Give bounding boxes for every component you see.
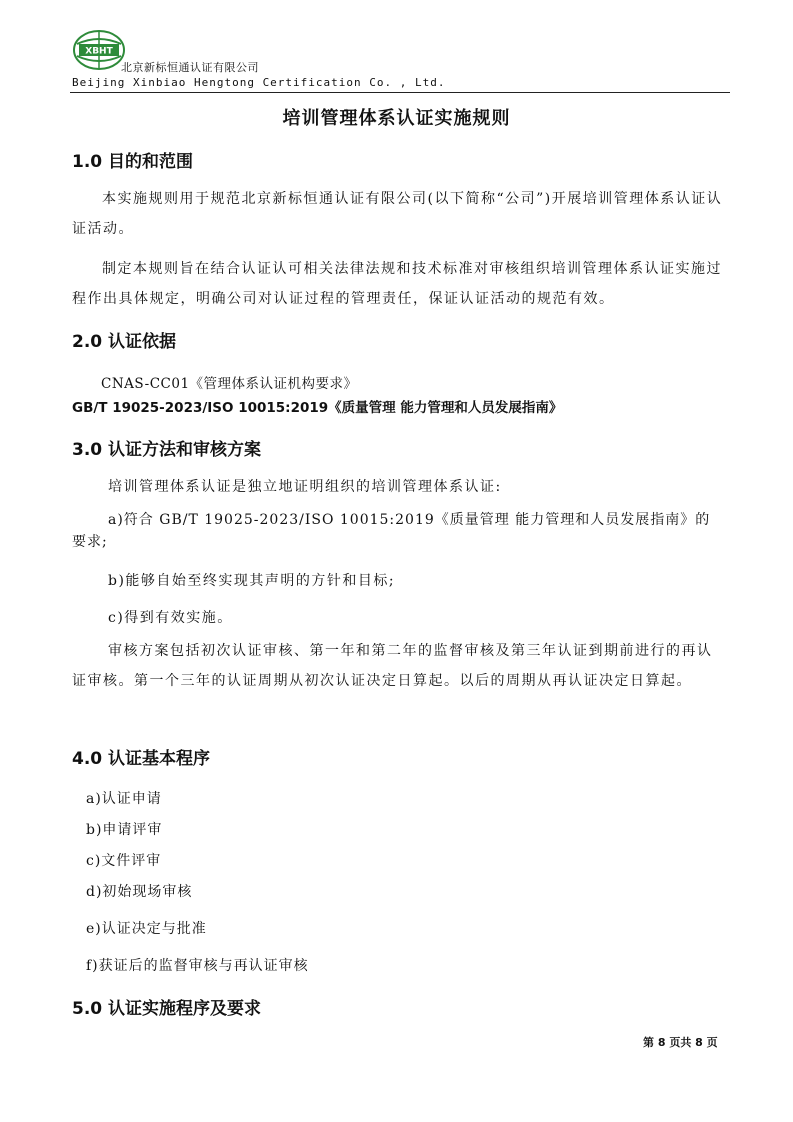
section-3-heading: 3.0 认证方法和审核方案: [72, 440, 262, 460]
section-1-paragraph-1: 本实施规则用于规范北京新标恒通认证有限公司(以下简称“公司”)开展培训管理体系认证认证活动。: [72, 191, 723, 237]
list-item: f)获证后的监督审核与再认证审核: [86, 958, 309, 974]
section-3-item-a: a)符合 GB/T 19025-2023/ISO 10015:2019《质量管理 能力管理和人员发展指南》的要求;: [72, 512, 711, 550]
list-item: c)文件评审: [86, 853, 162, 869]
list-item: e)认证决定与批准: [86, 921, 207, 937]
company-name-en: Beijing Xinbiao Hengtong Certification Co. , Ltd.: [72, 76, 446, 89]
header-divider: [70, 92, 730, 93]
logo-text: XBHT: [85, 46, 113, 57]
section-4-heading: 4.0 认证基本程序: [72, 749, 211, 769]
section-3-item-c: c)得到有效实施。: [108, 610, 233, 626]
reference-gbt: GB/T 19025-2023/ISO 10015:2019《质量管理 能力管理和人员发展指南》: [72, 400, 563, 416]
section-3-paragraph: 审核方案包括初次认证审核、第一年和第二年的监督审核及第三年认证到期前进行的再认证审核。第一个三年的认证周期从初次认证决定日算起。以后的周期从再认证决定日算起。: [72, 643, 713, 689]
list-item: b)申请评审: [86, 822, 163, 838]
list-item: a)认证申请: [86, 791, 162, 807]
document-title: 培训管理体系认证实施规则: [282, 108, 511, 129]
section-1-heading: 1.0 目的和范围: [72, 152, 194, 172]
page-number: 第 8 页共 8 页: [643, 1036, 718, 1049]
list-item: d)初始现场审核: [86, 884, 193, 900]
company-logo: [73, 30, 125, 70]
section-3-item-b: b)能够自始至终实现其声明的方针和目标;: [108, 573, 396, 589]
company-name-cn: 北京新标恒通认证有限公司: [121, 61, 259, 74]
section-2-heading: 2.0 认证依据: [72, 332, 177, 352]
reference-cnas: CNAS-CC01《管理体系认证机构要求》: [101, 376, 358, 392]
section-3-intro: 培训管理体系认证是独立地证明组织的培训管理体系认证:: [108, 479, 502, 495]
section-1-paragraph-2: 制定本规则旨在结合认证认可相关法律法规和技术标准对审核组织培训管理体系认证实施过程作出具体规定，明确公司对认证过程的管理责任，保证认证活动的规范有效。: [72, 261, 722, 307]
section-5-heading: 5.0 认证实施程序及要求: [72, 999, 262, 1019]
